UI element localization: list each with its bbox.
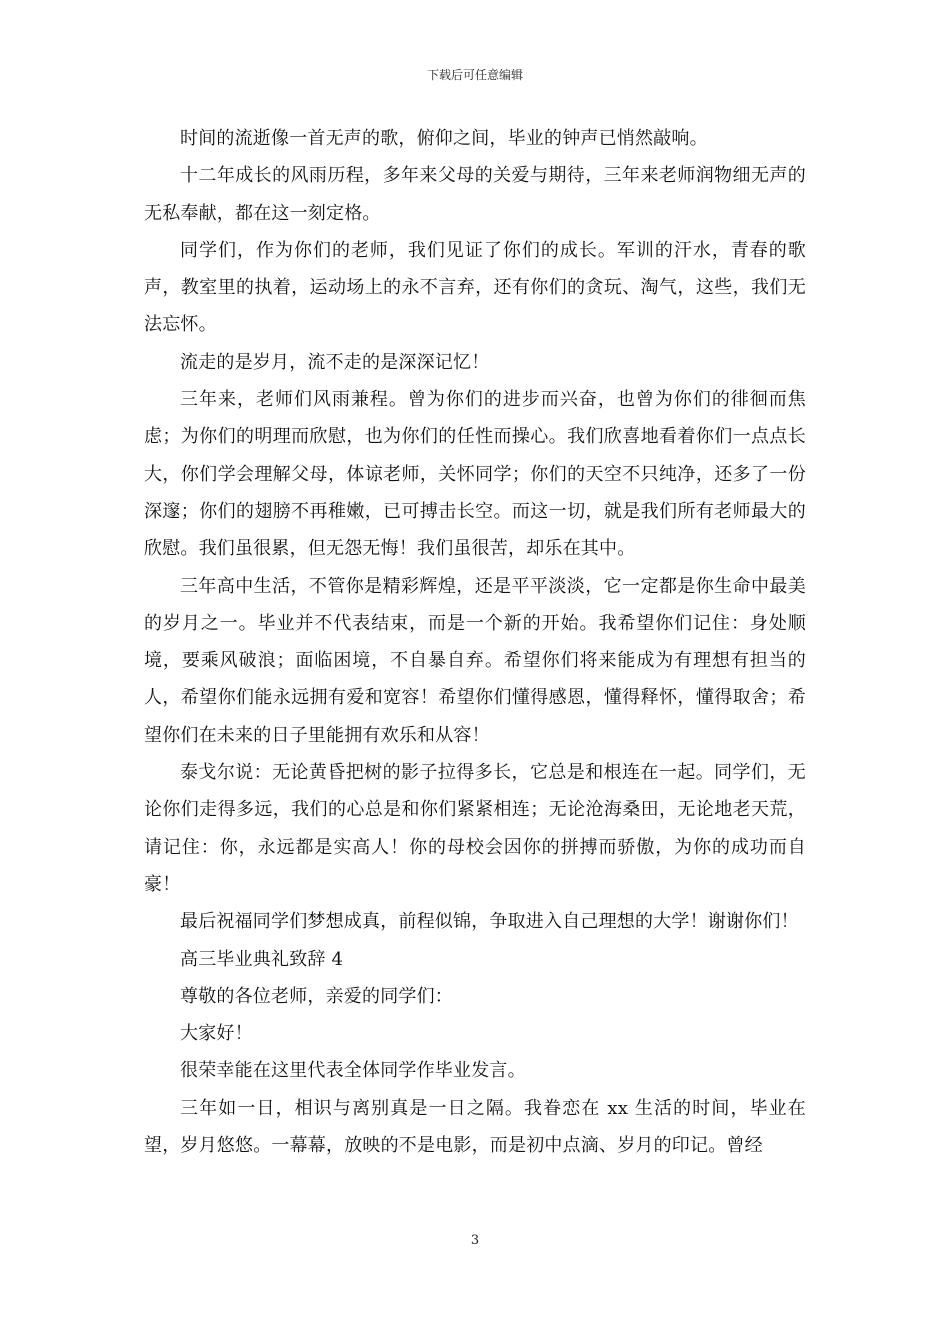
paragraph: 三年来，老师们风雨兼程。曾为你们的进步而兴奋，也曾为你们的徘徊而焦虑；为你们的明理而欣慰，也为你们的任性而操心。我们欣喜地看着你们一点点长大，你们学会理解父母，体谅老师，关怀同学；你们的天空不只纯净，还多了一份深邃；你们的翅膀不再稚嫩，已可搏击长空。而这一切，就是我们所有老师最大的欣慰。我们虽很累，但无怨无悔！我们虽很苦，却乐在其中。 [144,389,806,560]
paragraph: 时间的流逝像一首无声的歌，俯仰之间，毕业的钟声已悄然敲响。 [180,128,708,149]
paragraph: 十二年成长的风雨历程，多年来父母的关爱与期待，三年来老师润物细无声的无私奉献，都在这一刻定格。 [144,165,806,224]
paragraph: 流走的是岁月，流不走的是深深记忆！ [180,351,490,373]
page-header: 下载后可任意编辑 [426,68,523,82]
section-title: 高三毕业典礼致辞 4 [180,948,344,970]
paragraph: 最后祝福同学们梦想成真，前程似锦，争取进入自己理想的大学！谢谢你们！ [180,911,799,933]
paragraph: 三年高中生活，不管你是精彩辉煌，还是平平淡淡，它一定都是你生命中最美的岁月之一。毕业并不代表结束，而是一个新的开始。我希望你们记住：身处顺境，要乘风破浪；面临困境，不自暴自弃。希望你们将来能成为有理想有担当的人，希望你们能永远拥有爱和宽容！希望你们懂得感恩，懂得释怀，懂得取舍；希望你们在未来的日子里能拥有欢乐和从容！ [144,575,806,746]
document-body [144,120,806,1164]
paragraph: 很荣幸能在这里代表全体同学作毕业发言。 [180,1060,526,1082]
greeting: 大家好！ [180,1023,253,1045]
paragraph: 泰戈尔说：无论黄昏把树的影子拉得多长，它总是和根连在一起。同学们，无论你们走得多远，我们的心总是和你们紧紧相连；无论沧海桑田，无论地老天荒，请记住：你，永远都是实高人！你的母校会因你的拼搏而骄傲，为你的成功而自豪！ [144,762,806,895]
paragraph: 同学们，作为你们的老师，我们见证了你们的成长。军训的汗水，青春的歌声，教室里的执着，运动场上的永不言弃，还有你们的贪玩、淘气，这些，我们无法忘怀。 [144,239,806,336]
page-number: 3 [470,1233,480,1248]
salutation: 尊敬的各位老师，亲爱的同学们： [180,985,453,1007]
paragraph: 三年如一日，相识与离别真是一日之隔。我眷恋在 xx 生活的时间，毕业在望，岁月悠悠。一幕幕，放映的不是电影，而是初中点滴、岁月的印记。曾经 [144,1097,806,1157]
